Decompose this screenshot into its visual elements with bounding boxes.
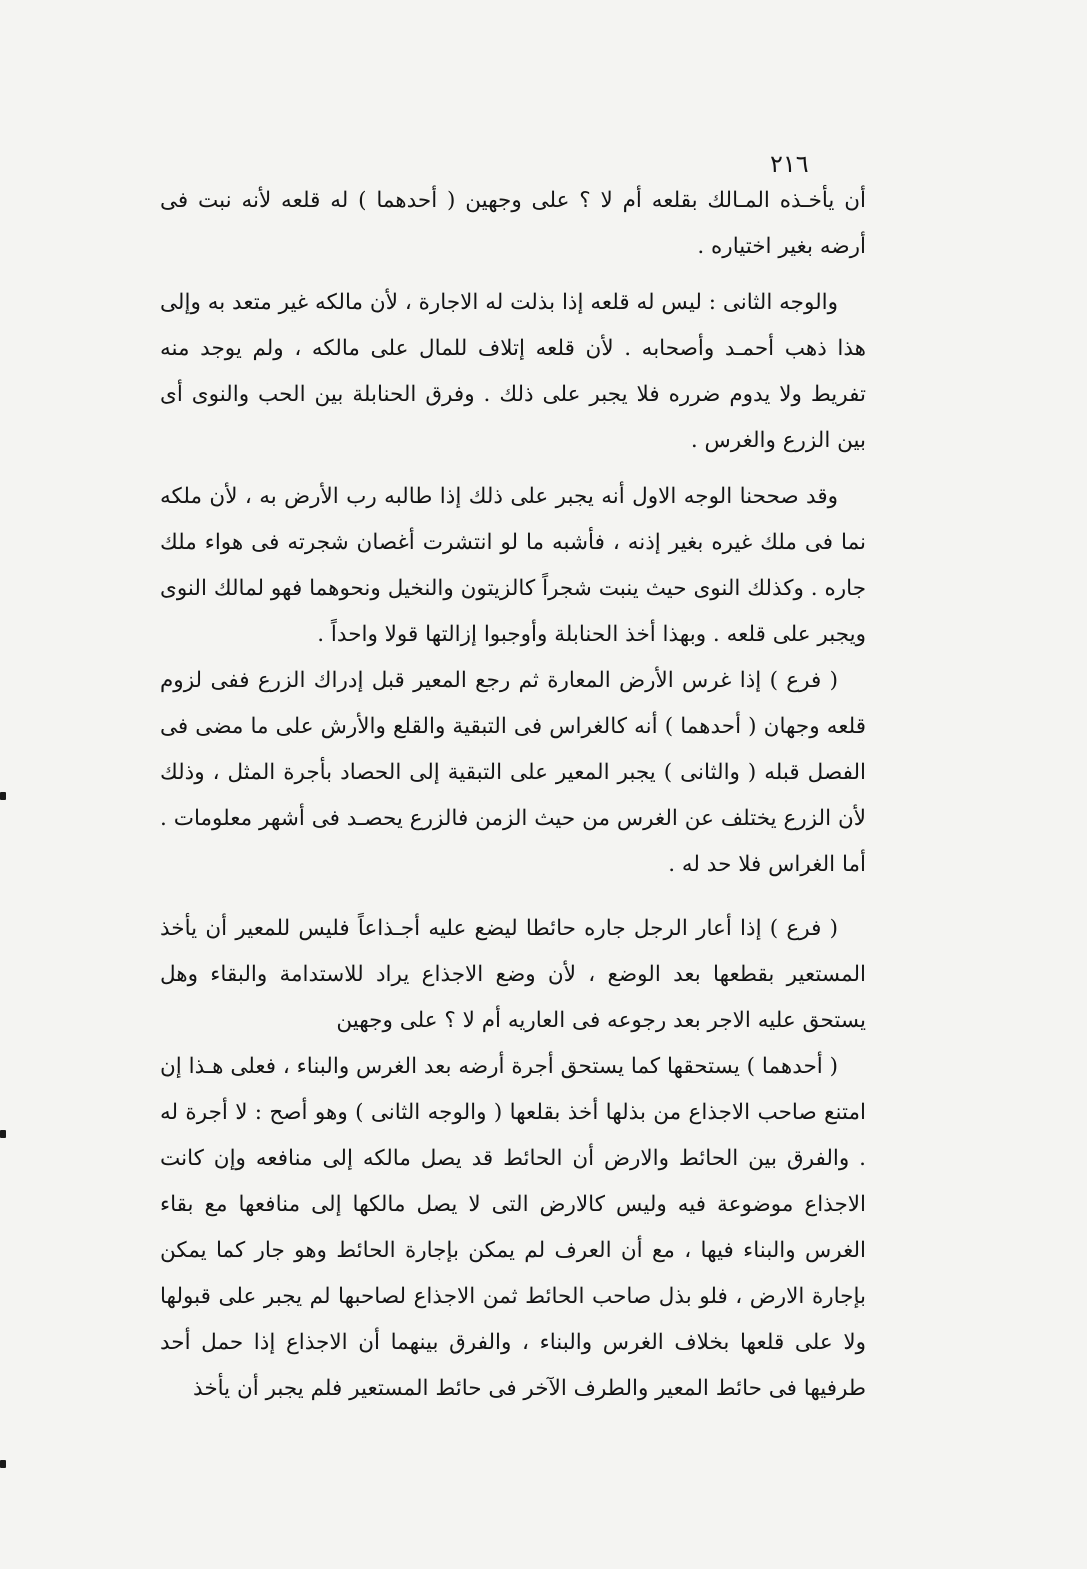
body-text xyxy=(160,178,866,1412)
binding-mark xyxy=(0,1130,6,1138)
paragraph-6: ( أحدهما ) يستحقها كما يستحق أجرة أرضه بعد الغرس والبناء ، فعلى هـذا إن امتنع صاحب الاجذاع من بذلها أخذ بقلعها ( والوجه الثانى ) وهو أصح : لا أجرة له . والفرق بين الحائط والارض أن الحائط قد يصل مالكه إلى منافعه وإن كانت الاجذاع موضوعة فيه وليس كالارض التى لا يصل مالكها إلى منافعها مع بقاء الغرس والبناء فيها ، مع أن العرف لم يمكن بإجارة الحائط وهو جار كما يمكن بإجارة الارض ، فلو بذل صاحب الحائط ثمن الاجذاع لصاحبها لم يجبر على قبولها ولا على قلعها بخلاف الغرس والبناء ، والفرق بينهما أن الاجذاع إذا حمل أحد طرفيها فى حائط المعير والطرف الآخر فى حائط المستعير فلم يجبر أن يأخذ xyxy=(160,1054,866,1401)
paragraph-5: ( فرع ) إذا أعار الرجل جاره حائطا ليضع عليه أجـذاعاً فليس للمعير أن يأخذ المستعير بقطعها بعد الوضع ، لأن وضع الاجذاع يراد للاستدامة والبقاء وهل يستحق عليه الاجر بعد رجوعه فى العاريه أم لا ؟ على وجهين xyxy=(160,916,866,1033)
binding-mark xyxy=(0,792,6,800)
paragraph-4: ( فرع ) إذا غرس الأرض المعارة ثم رجع المعير قبل إدراك الزرع ففى لزوم قلعه وجهان ( أحدهما ) أنه كالغراس فى التبقية والقلع والأرش على ما مضى فى الفصل قبله ( والثانى ) يجبر المعير على التبقية إلى الحصاد بأجرة المثل ، وذلك لأن الزرع يختلف عن الغرس من حيث الزمن فالزرع يحصـد فى أشهر معلومات . أما الغراس فلا حد له . xyxy=(160,668,866,877)
binding-mark xyxy=(0,1460,6,1468)
paragraph-2: والوجه الثانى : ليس له قلعه إذا بذلت له الاجارة ، لأن مالكه غير متعد به وإلى هذا ذهب أحمـد وأصحابه . لأن قلعه إتلاف للمال على مالكه ، ولم يوجد منه تفريط ولا يدوم ضرره فلا يجبر على ذلك . وفرق الحنابلة بين الحب والنوى أى بين الزرع والغرس . xyxy=(160,290,866,453)
paragraph-1: أن يأخـذه المـالك بقلعه أم لا ؟ على وجهين ( أحدهما ) له قلعه لأنه نبت فى أرضه بغير اختياره . xyxy=(160,188,866,259)
paragraph-3: وقد صححنا الوجه الاول أنه يجبر على ذلك إذا طالبه رب الأرض به ، لأن ملكه نما فى ملك غيره بغير إذنه ، فأشبه ما لو انتشرت أغصان شجرته فى هواء ملك جاره . وكذلك النوى حيث ينبت شجراً كالزيتون والنخيل ونحوهما فهو لمالك النوى ويجبر على قلعه . وبهذا أخذ الحنابلة وأوجبوا إزالتها قولا واحداً . xyxy=(160,484,866,647)
page-number: ٢١٦ xyxy=(770,150,809,178)
